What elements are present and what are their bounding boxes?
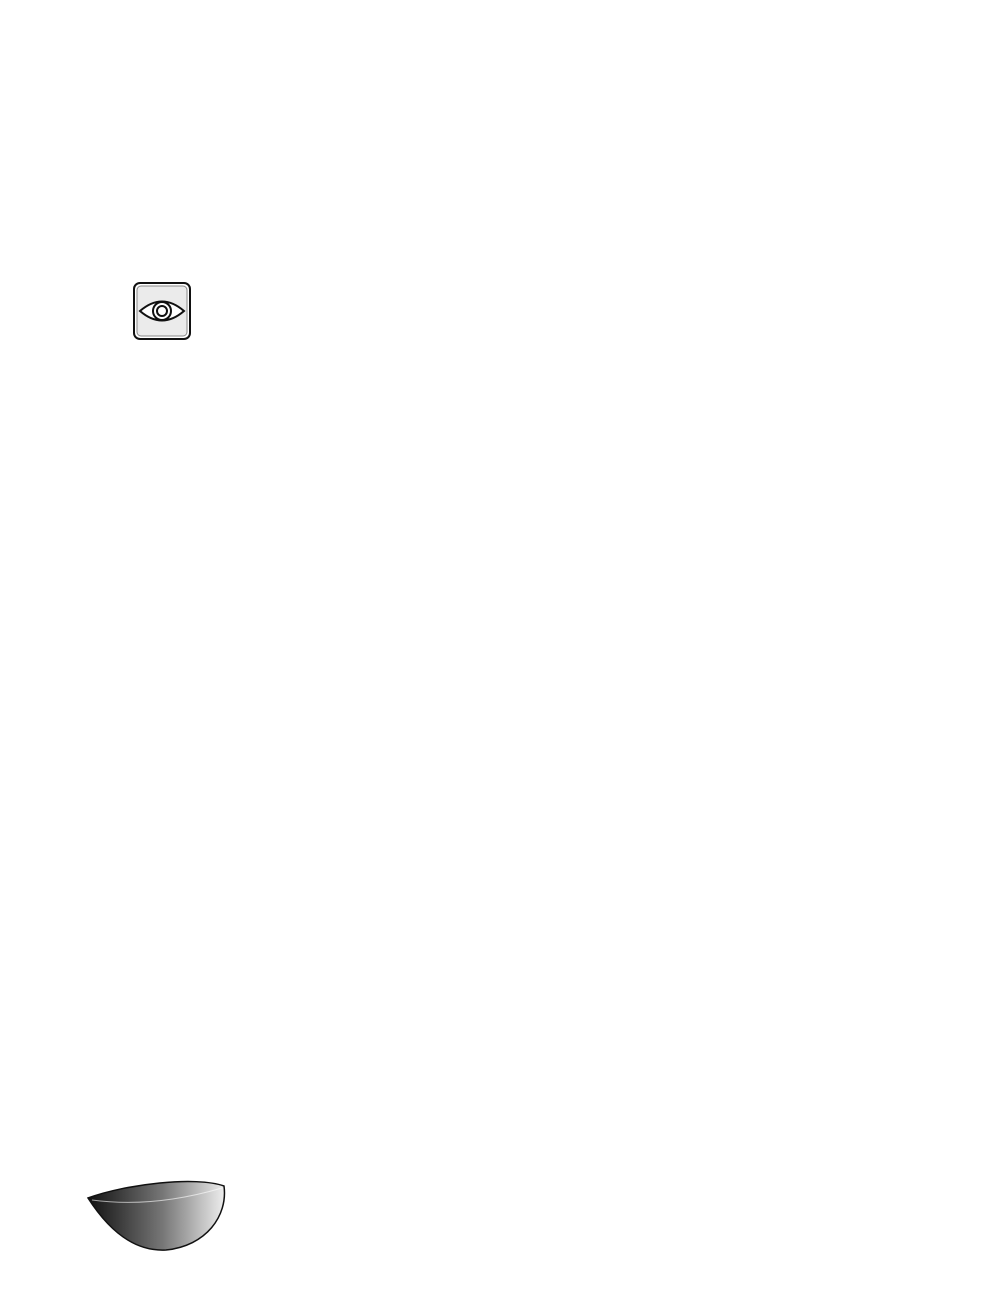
eye-icon [132,280,192,342]
page-number-leaf-icon [86,1176,226,1256]
